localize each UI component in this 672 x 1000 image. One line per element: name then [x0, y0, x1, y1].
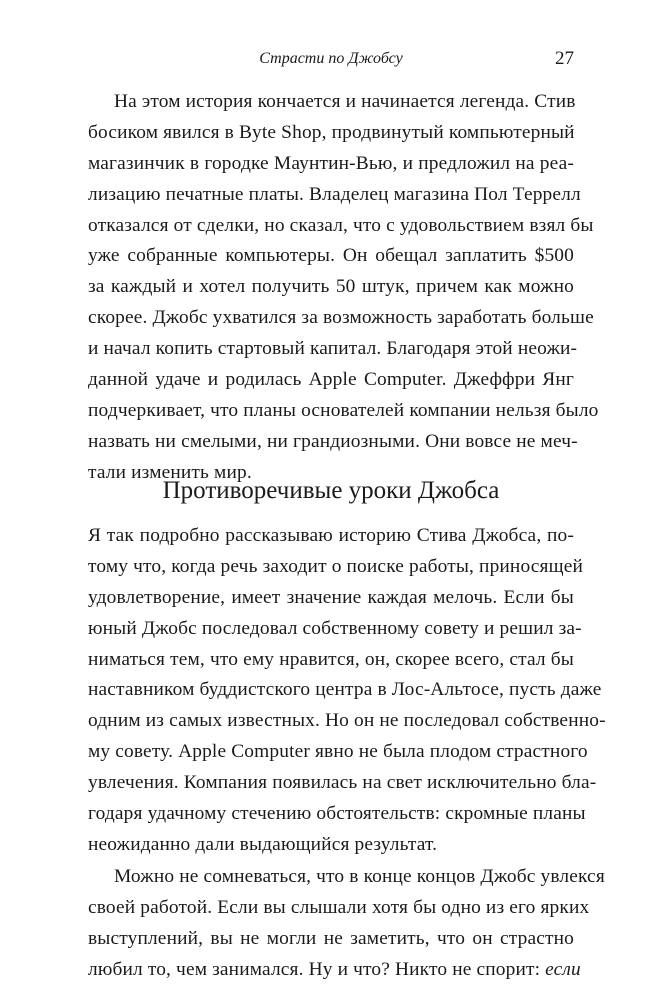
text-line: неожиданно дали выдающийся результат.: [88, 833, 438, 855]
text-line: удовлетворение, имеет значение каждая мелочь. Если бы: [88, 586, 574, 608]
text-line: и начал копить стартовый капитал. Благодаря этой неожи-: [88, 338, 578, 360]
text-line: наставником буддистского центра в Лос-Альтосе, пусть даже: [88, 679, 602, 701]
page-number: 27: [555, 48, 574, 69]
text-line: На этом история кончается и начинается легенда. Стив: [114, 91, 576, 112]
text-run: любил то, чем занимался. Ну и что? Никто не спорит:: [88, 958, 546, 980]
paragraph-2: [88, 521, 606, 861]
running-title: Страсти по Джобсу: [259, 50, 403, 67]
text-line: скорее. Джобс ухватился за возможность заработать больше: [88, 307, 594, 329]
text-line: лизацию печатные платы. Владелец магазина Пол Террелл: [88, 183, 581, 205]
text-line: выступлений, вы не могли не заметить, что он страстно: [88, 927, 574, 949]
text-line: данной удаче и родилась Apple Computer. Джеффри Янг: [88, 369, 574, 391]
book-page: [88, 0, 606, 1000]
text-line: тали изменить мир.: [88, 461, 252, 483]
text-line-mixed: [88, 955, 581, 986]
text-run-italic: если: [545, 958, 581, 980]
text-line: босиком явился в Byte Shop, продвинутый компьютерный: [88, 121, 575, 143]
text-line: ниматься тем, что ему нравится, он, скорее всего, стал бы: [88, 648, 574, 670]
text-line: подчеркивает, что планы основателей компании нельзя было: [88, 399, 599, 421]
text-line: уже собранные компьютеры. Он обещал заплатить $500: [88, 245, 574, 267]
text-line: магазинчик в городке Маунтин-Вью, и предложил на реа-: [88, 152, 574, 174]
text-line: одним из самых известных. Но он не последовал собственно-: [88, 710, 606, 732]
paragraph-1: [88, 87, 599, 489]
text-line: юный Джобс последовал собственному совету и решил за-: [88, 617, 582, 639]
text-line: увлечения. Компания появилась на свет исключительно бла-: [88, 772, 597, 794]
paragraph-3: [88, 862, 605, 986]
text-line: му совету. Apple Computer явно не была плодом страстного: [88, 741, 588, 763]
text-line: отказался от сделки, но сказал, что с удовольствием взял бы: [88, 214, 594, 236]
text-line: годаря удачному стечению обстоятельств: скромные планы: [88, 803, 586, 825]
text-line: за каждый и хотел получить 50 штук, причем как можно: [88, 276, 574, 298]
text-line: Я так подробно рассказываю историю Стива Джобса, по-: [88, 525, 574, 546]
text-line: Можно не сомневаться, что в конце концов Джобс увлекся: [114, 866, 605, 887]
text-line: назвать ни смелыми, ни грандиозными. Они вовсе не меч-: [88, 430, 578, 452]
section-heading: Противоречивые уроки Джобса: [162, 477, 500, 504]
text-line: тому что, когда речь заходит о поиске работы, приносящей: [88, 555, 583, 577]
running-head: [88, 50, 574, 74]
text-line: своей работой. Если вы слышали хотя бы одно из его ярких: [88, 896, 590, 918]
